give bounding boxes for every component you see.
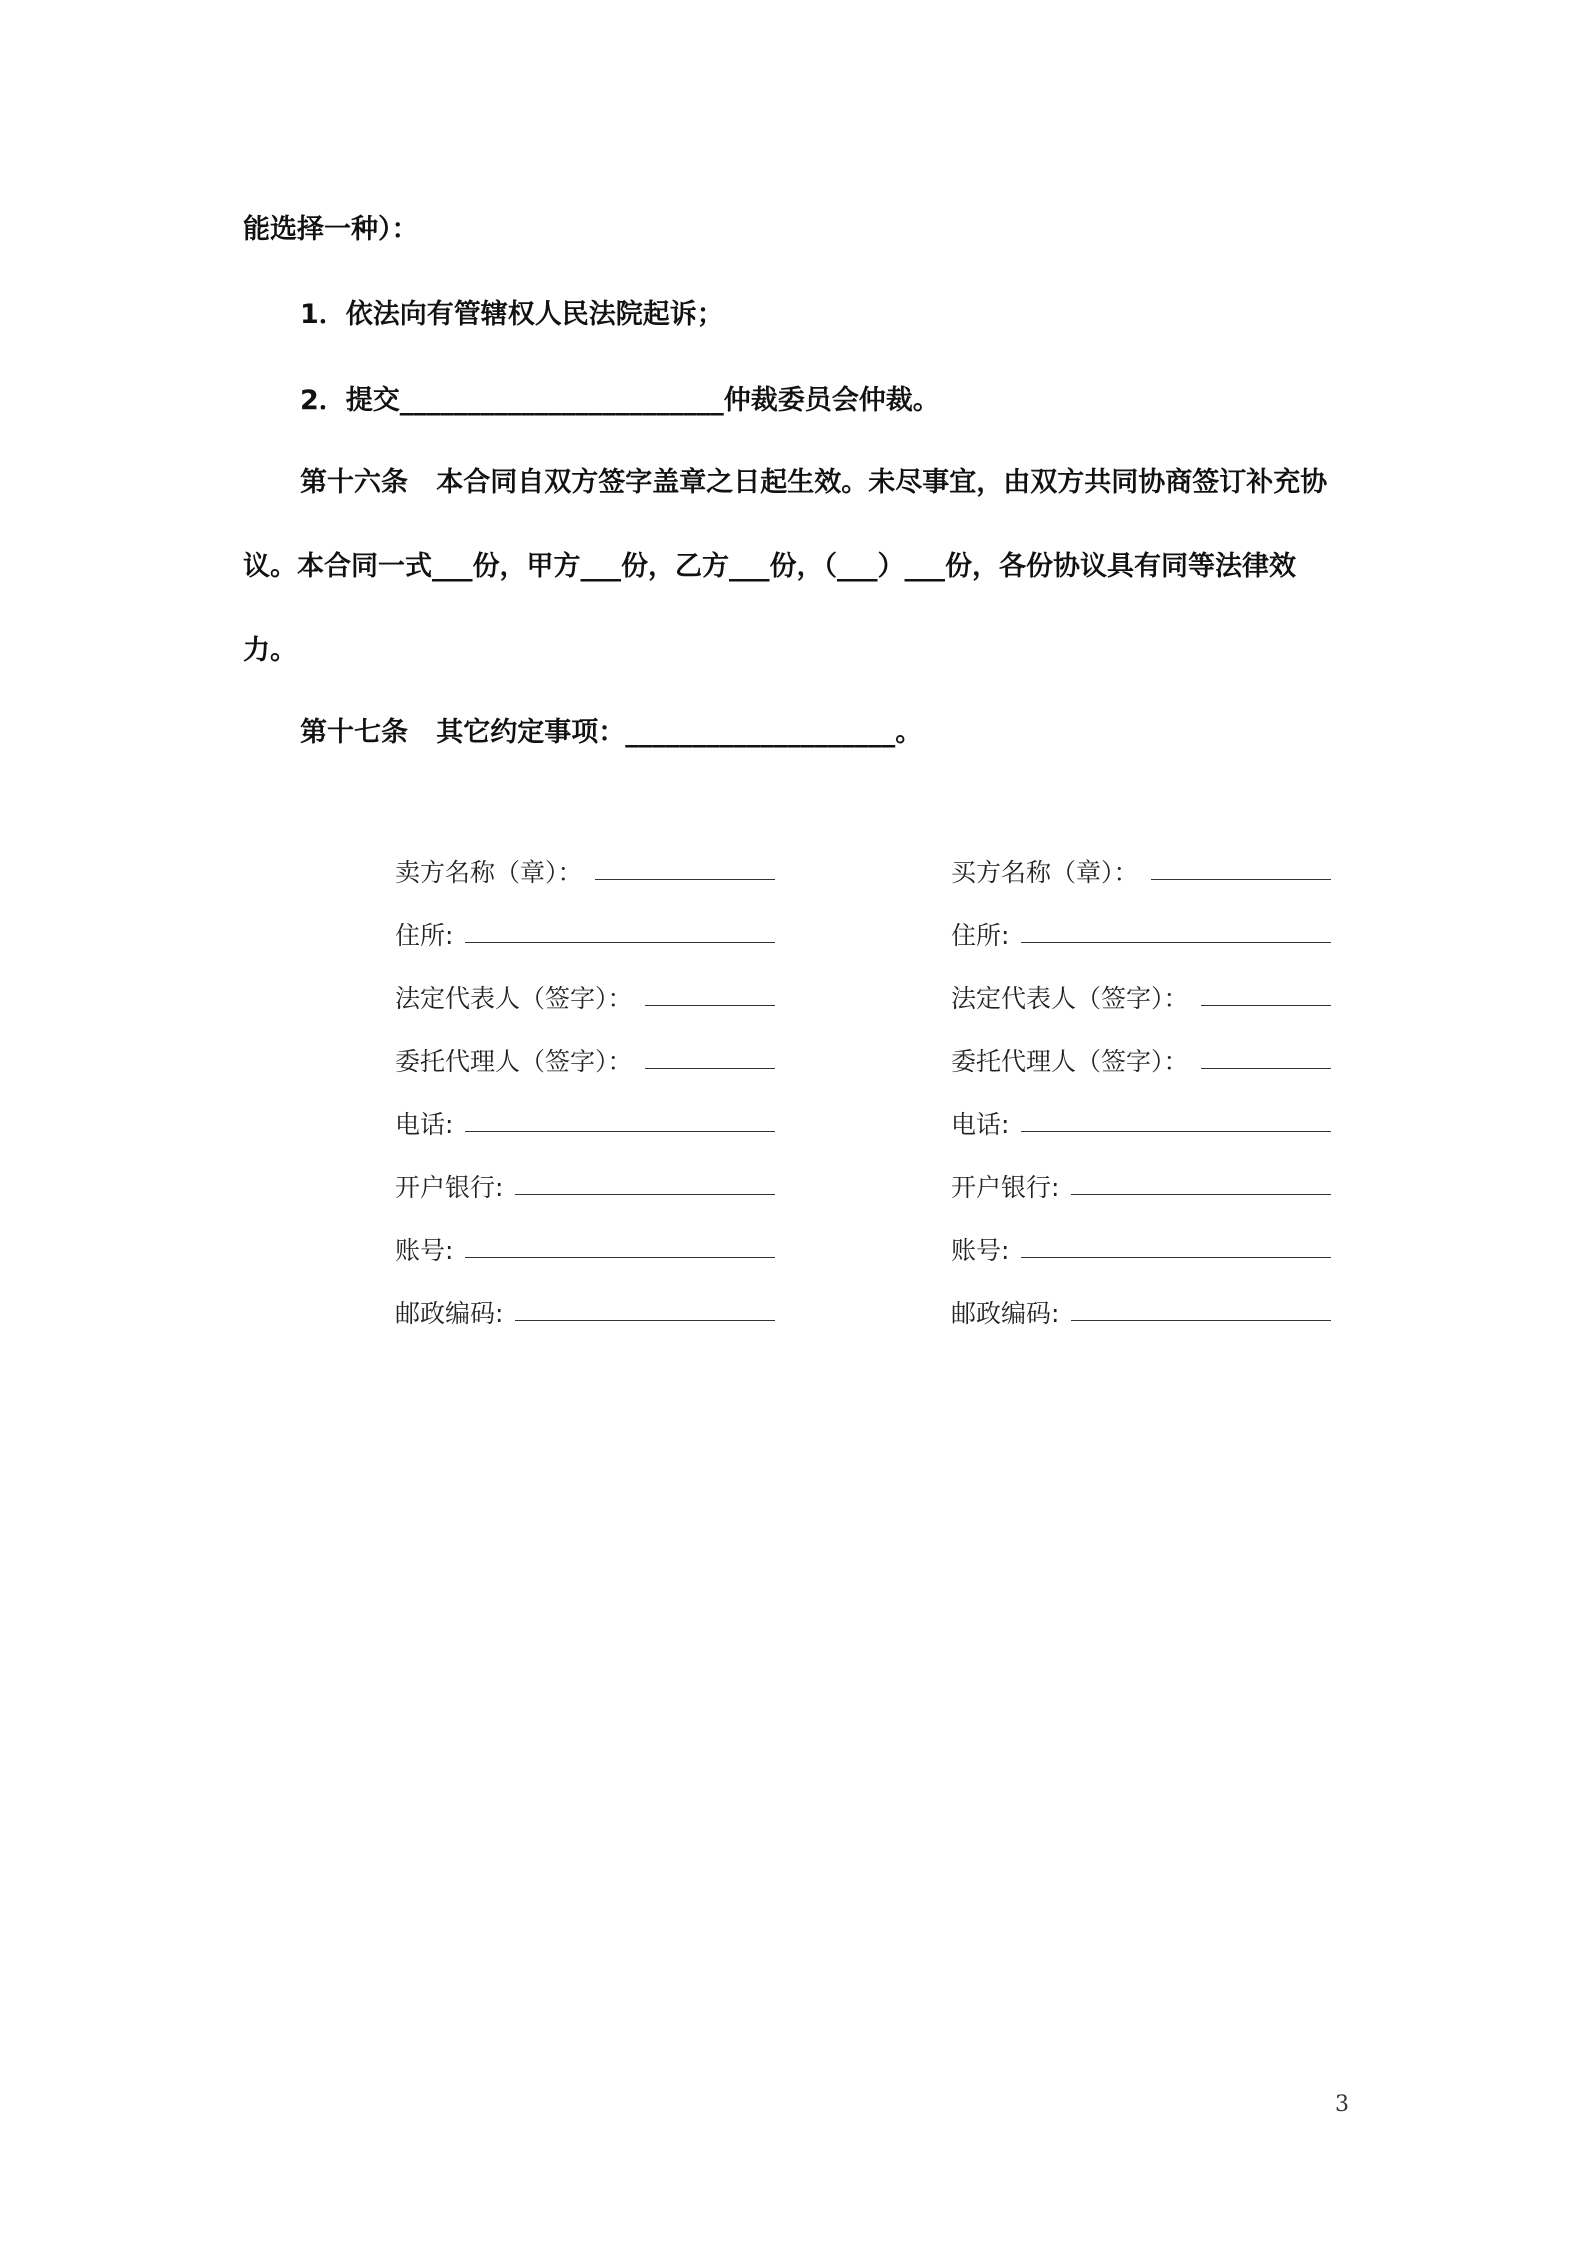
seller-address-blank: [465, 942, 775, 943]
seller-name-label: 卖方名称（章）：: [395, 858, 583, 887]
seller-name-row: [395, 826, 775, 889]
seller-bank-row: [395, 1141, 775, 1204]
seller-phone-label: 电话:: [395, 1110, 454, 1139]
article-17-number: 第十七条: [300, 717, 408, 748]
buyer-postcode-label: 邮政编码:: [951, 1299, 1060, 1328]
seller-phone-row: [395, 1078, 775, 1141]
seller-signature-block: [395, 826, 775, 1330]
seller-legal-rep-blank: [645, 1005, 775, 1006]
buyer-address-row: [951, 889, 1331, 952]
article-16-line-1: [300, 463, 1353, 503]
buyer-phone-blank: [1021, 1131, 1331, 1132]
buyer-phone-row: [951, 1078, 1331, 1141]
buyer-agent-row: [951, 1015, 1331, 1078]
buyer-name-blank: [1151, 879, 1331, 880]
buyer-postcode-row: [951, 1267, 1331, 1330]
seller-postcode-blank: [515, 1320, 775, 1321]
buyer-signature-block: [951, 826, 1331, 1330]
article-17: [300, 713, 1353, 753]
seller-address-row: [395, 889, 775, 952]
seller-address-label: 住所:: [395, 921, 454, 950]
list-item-arbitration: 2．提交________________________仲裁委员会仲裁。: [300, 385, 940, 416]
buyer-bank-blank: [1071, 1194, 1331, 1195]
buyer-address-label: 住所:: [951, 921, 1010, 950]
buyer-address-blank: [1021, 942, 1331, 943]
article-17-text: 其它约定事项：____________________。: [436, 717, 923, 748]
article-16-line-3: 力。: [243, 635, 297, 666]
seller-postcode-label: 邮政编码:: [395, 1299, 504, 1328]
buyer-agent-blank: [1201, 1068, 1331, 1069]
seller-postcode-row: [395, 1267, 775, 1330]
buyer-account-row: [951, 1204, 1331, 1267]
buyer-account-label: 账号:: [951, 1236, 1010, 1265]
buyer-agent-label: 委托代理人（签字）：: [951, 1047, 1189, 1076]
seller-account-label: 账号:: [395, 1236, 454, 1265]
buyer-bank-label: 开户银行:: [951, 1173, 1060, 1202]
seller-name-blank: [595, 879, 775, 880]
buyer-legal-rep-row: [951, 952, 1331, 1015]
seller-account-blank: [465, 1257, 775, 1258]
buyer-account-blank: [1021, 1257, 1331, 1258]
buyer-bank-row: [951, 1141, 1331, 1204]
buyer-postcode-blank: [1071, 1320, 1331, 1321]
paragraph-continuation: 能选择一种）：: [243, 214, 419, 245]
seller-account-row: [395, 1204, 775, 1267]
seller-phone-blank: [465, 1131, 775, 1132]
buyer-legal-rep-blank: [1201, 1005, 1331, 1006]
seller-legal-rep-row: [395, 952, 775, 1015]
buyer-legal-rep-label: 法定代表人（签字）：: [951, 984, 1189, 1013]
buyer-name-label: 买方名称（章）：: [951, 858, 1139, 887]
article-16-line-2: 议。本合同一式___份，甲方___份，乙方___份，（___）___份，各份协议具有同等法律效: [243, 551, 1296, 582]
page-number: 3: [1335, 2092, 1349, 2117]
list-item-court: 1．依法向有管辖权人民法院起诉；: [300, 299, 724, 330]
seller-agent-blank: [645, 1068, 775, 1069]
seller-agent-row: [395, 1015, 775, 1078]
seller-bank-label: 开户银行:: [395, 1173, 504, 1202]
article-16-number: 第十六条: [300, 467, 408, 498]
seller-agent-label: 委托代理人（签字）：: [395, 1047, 633, 1076]
seller-bank-blank: [515, 1194, 775, 1195]
buyer-phone-label: 电话:: [951, 1110, 1010, 1139]
buyer-name-row: [951, 826, 1331, 889]
seller-legal-rep-label: 法定代表人（签字）：: [395, 984, 633, 1013]
article-16-text: 本合同自双方签字盖章之日起生效。未尽事宜，由双方共同协商签订补充协: [436, 467, 1328, 498]
